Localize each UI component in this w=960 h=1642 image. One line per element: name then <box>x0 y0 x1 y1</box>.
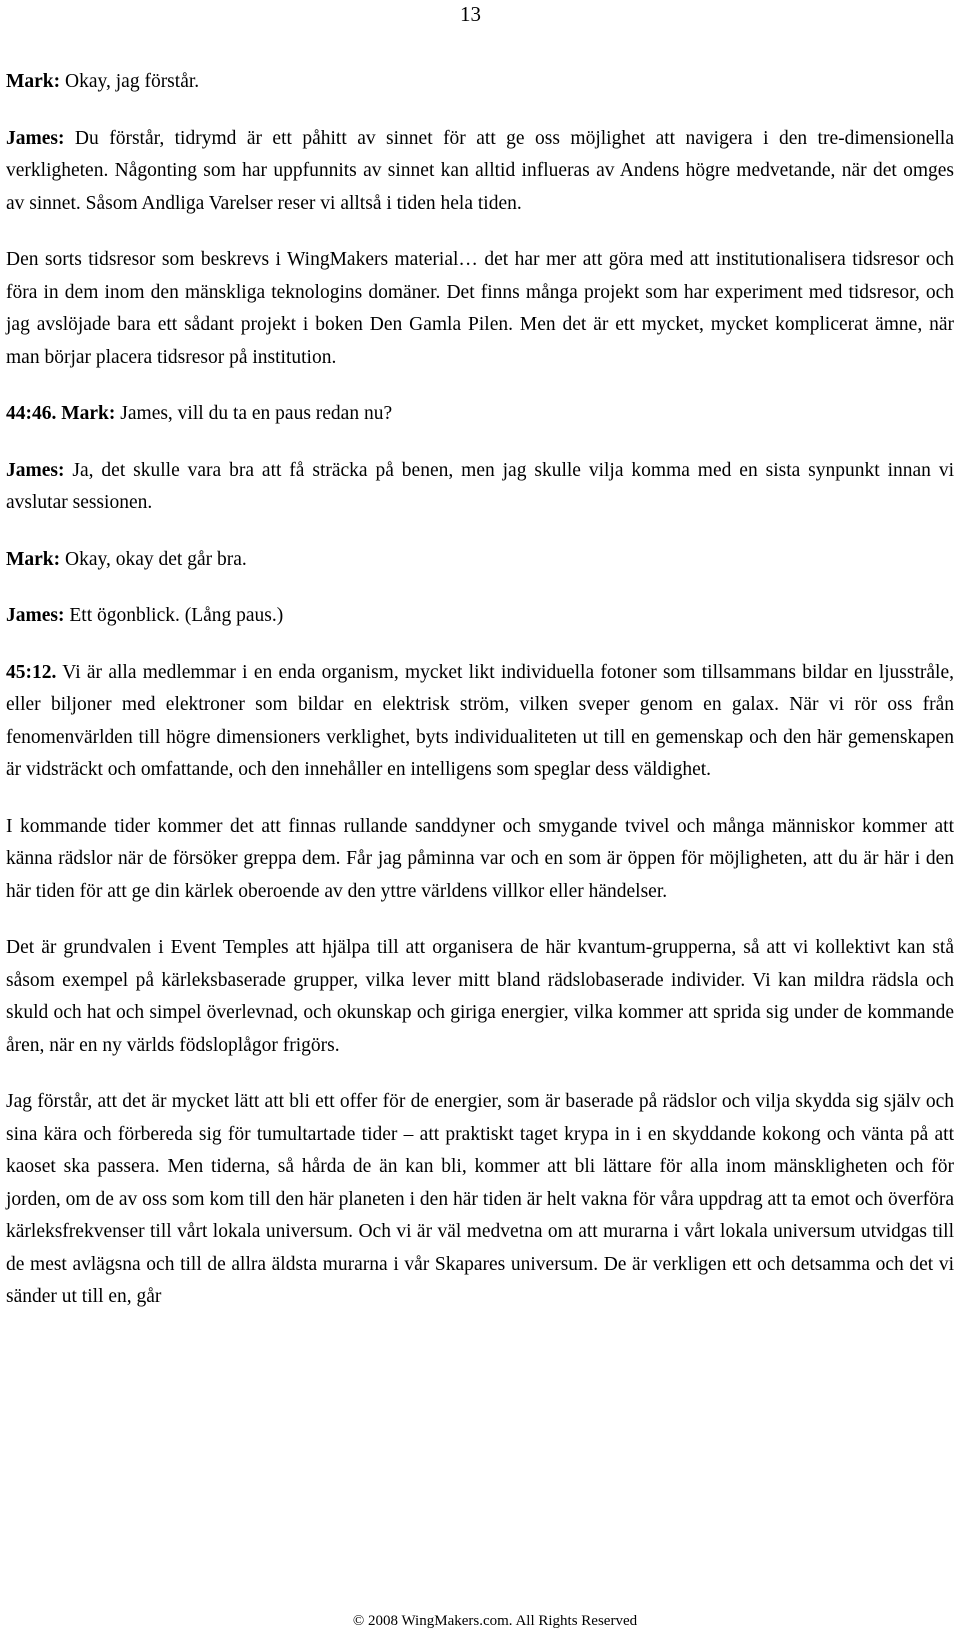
paragraph-text: Du förstår, tidrymd är ett påhitt av sinnet för att ge oss möjlighet att navigera i den tre-dimensionella verkligheten. Någonting som har uppfunnits av sinnet kan alltid influeras av Andens högre medvetande, när det omges av sinnet. Såsom Andliga Varelser reser vi alltså i tiden hela tiden. <box>6 127 954 214</box>
paragraph <box>6 244 954 374</box>
paragraph-text: Vi är alla medlemmar i en enda organism, mycket likt individuella fotoner som tillsammans bildar en ljusstråle, eller biljoner med elektroner som bildar en elektrisk ström, vilken sveper genom en galax. När vi rör oss från fenomenvärlden till högre dimensioners verklighet, byts individualiteten ut till en gemenskap och den här gemenskapen är vidsträckt och omfattande, och den innehåller en intelligens som speglar dess väldighet. <box>6 661 954 780</box>
page-number: 13 <box>460 2 481 26</box>
paragraph <box>6 66 954 99</box>
paragraph <box>6 455 954 520</box>
paragraph-text: Ett ögonblick. (Lång paus.) <box>64 605 284 626</box>
paragraph <box>6 398 954 431</box>
paragraph <box>6 657 954 787</box>
timestamp: 44:46. <box>6 403 57 424</box>
paragraph-text: Den sorts tidsresor som beskrevs i WingMakers material… det har mer att göra med att institutionalisera tidsresor och föra in dem inom den mänskliga teknologins domäner. Det finns många projekt som har experiment med tidsresor, och jag avslöjade bara ett sådant projekt i boken Den Gamla Pilen. Men det är ett mycket, mycket komplicerat ämne, när man börjar placera tidsresor på institution. <box>6 249 954 368</box>
speaker-label: Mark: <box>6 71 61 92</box>
speaker-label: James: <box>6 459 65 481</box>
paragraph-text: James, vill du ta en paus redan nu? <box>115 403 393 424</box>
speaker-label: Mark: <box>6 548 61 570</box>
paragraph-text: Okay, jag förstår. <box>60 71 200 92</box>
document-body <box>6 66 954 1338</box>
paragraph <box>6 544 954 577</box>
paragraph <box>6 600 954 633</box>
speaker-label: James: <box>6 605 65 626</box>
copyright-text: © 2008 WingMakers.com. All Rights Reserved <box>352 1613 638 1629</box>
paragraph-text: Det är grundvalen i Event Temples att hjälpa till att organisera de här kvantum-grupperna, så att vi kollektivt kan stå såsom exempel på kärleksbaserade grupper, vilka lever mitt bland rädslobaserade individer. Vi kan mildra rädsla och skuld och hat och simpel överlevnad, och okunskap och giriga energier, vilka kommer att sprida sig under de kommande åren, när en ny världs födsloplågor frigörs. <box>6 937 954 1056</box>
paragraph-text: Okay, okay det går bra. <box>60 548 247 570</box>
paragraph <box>6 811 954 909</box>
paragraph-text: Jag förstår, att det är mycket lätt att bli ett offer för de energier, som är baserade på rädslor och vilja skydda sig själv och sina kära och förbereda sig för tumultartade tider – att praktiskt taget krypa in i en skyddande kokong och vänta på att kaoset ska passera. Men tiderna, så hårda de än kan bli, kommer att bli lättare för alla inom mänskligheten och för jorden, om de av oss som kom till den här planeten i den här tiden är helt vakna för våra uppdrag att ta emot och överföra kärleksfrekvenser till vårt lokala universum. Och vi är väl medvetna om att murarna i vårt lokala universum utvidgas till de mest avlägsna och till de allra äldsta murarna i vår Skapares universum. De är verkligen ett och detsamma och det vi sänder ut till en, går <box>6 1091 954 1307</box>
paragraph <box>6 1086 954 1314</box>
paragraph <box>6 932 954 1062</box>
speaker-label: Mark: <box>61 403 116 424</box>
timestamp: 45:12. <box>6 661 57 683</box>
paragraph-text: I kommande tider kommer det att finnas rullande sanddyner och smygande tvivel och många människor kommer att känna rädslor när de försöker greppa dem. Får jag påminna var och en som är öppen för möjligheten, att du är här i den här tiden för att ge din kärlek oberoende av den yttre världens villkor eller händelser. <box>6 815 954 902</box>
speaker-label: James: <box>6 127 65 149</box>
copyright-footer <box>0 1611 960 1631</box>
paragraph-text: Ja, det skulle vara bra att få sträcka på benen, men jag skulle vilja komma med en sista synpunkt innan vi avslutar sessionen. <box>6 459 954 513</box>
paragraph <box>6 123 954 221</box>
